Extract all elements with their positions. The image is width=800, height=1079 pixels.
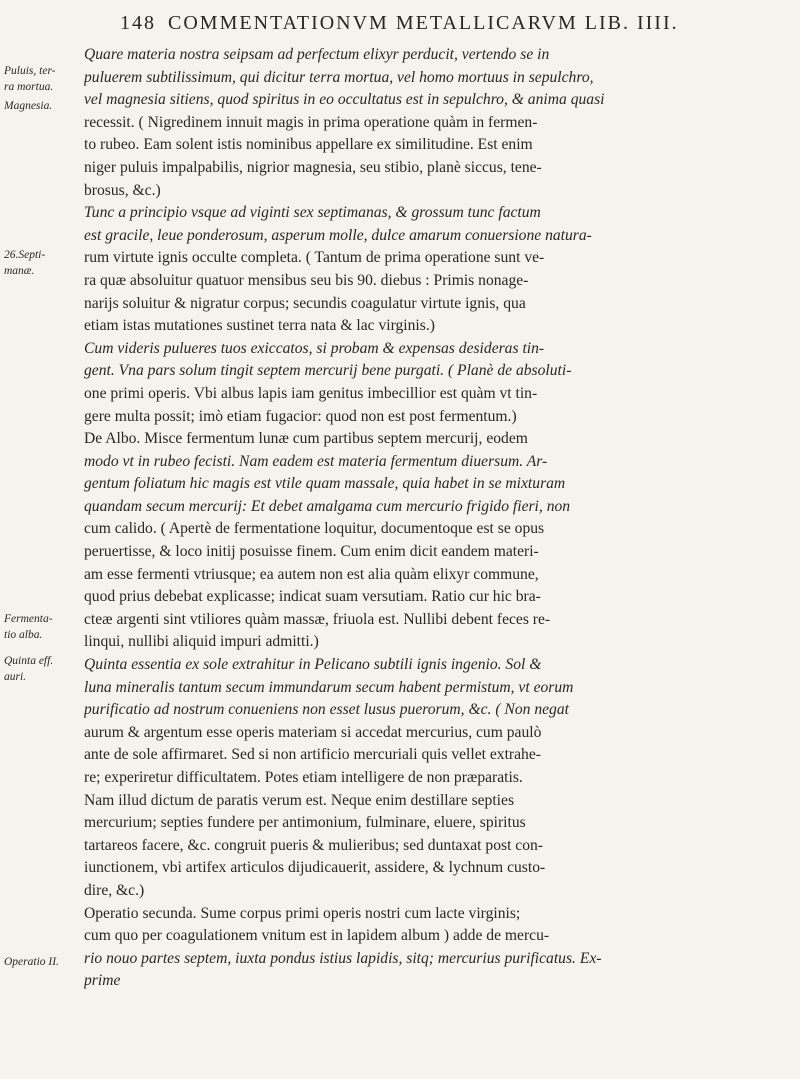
text-line: brosus, &c.): [84, 181, 161, 199]
text-line: ante de sole affirmaret. Sed si non artificio mercuriali quis vellet extrahe-: [84, 746, 541, 764]
margin-note: Quinta eff.: [4, 655, 54, 667]
text-line: am esse fermenti vtriusque; ea autem non est alia quàm elixyr commune,: [84, 565, 539, 583]
text-line: est gracile, leue ponderosum, asperum molle, dulce amarum conuersione natura-: [84, 226, 592, 244]
text-line: gent. Vna pars solum tingit septem mercurij bene purgati. ( Planè de absoluti-: [84, 362, 572, 380]
text-line: luna mineralis tantum secum immundarum secum habent permistum, vt eorum: [84, 678, 574, 696]
text-line: niger puluis impalpabilis, nigrior magnesia, seu stibio, planè siccus, tene-: [84, 158, 542, 176]
text-line: recessit. ( Nigredinem innuit magis in prima operatione quàm in fermen-: [84, 113, 538, 131]
margin-note: tio alba.: [4, 629, 43, 641]
margin-note: Operatio II.: [4, 956, 59, 968]
text-line: modo vt in rubeo fecisti. Nam eadem est materia fermentum diuersum. Ar-: [84, 452, 548, 470]
text-line: ra quæ absoluitur quatuor mensibus seu bis 90. diebus : Primis nonage-: [84, 271, 529, 289]
text-line: Tunc a principio vsque ad viginti sex septimanas, & grossum tunc factum: [84, 204, 541, 222]
text-line: Operatio secunda. Sume corpus primi operis nostri cum lacte virginis;: [84, 904, 521, 922]
text-line: linqui, nullibi aliquid impuri admitti.): [84, 633, 319, 651]
text-line: peruertisse, & loco initij posuisse finem. Cum enim dicit eandem materi-: [84, 543, 539, 561]
text-line: mercurium; septies fundere per antimonium, fulminare, eluere, spiritus: [84, 814, 526, 832]
text-line: gentum foliatum hic magis est vtile quam massale, quia habet in se mixturam: [84, 475, 566, 493]
margin-note: Puluis, ter-: [4, 65, 56, 77]
running-header: [120, 12, 760, 42]
running-title: COMMENTATIONVM METALLICARVM LIB. IIII.: [168, 12, 679, 34]
text-line: puluerem subtilissimum, qui dicitur terra mortua, vel homo mortuus in sepulchro,: [84, 68, 594, 86]
text-line: iunctionem, vbi artifex articulos dijudicauerit, assidere, & lychnum custo-: [84, 859, 546, 877]
text-line: quandam secum mercurij: Et debet amalgama cum mercurio frigido fieri, non: [84, 497, 571, 515]
text-line: cum calido. ( Apertè de fermentatione loquitur, documentoque est se opus: [84, 520, 545, 538]
body-text: [84, 44, 792, 993]
text-line: Quare materia nostra seipsam ad perfectum elixyr perducit, vertendo se in: [84, 46, 550, 63]
page-number: 148: [120, 12, 156, 34]
text-line: Cum videris pulueres tuos exiccatos, si probam & expensas desideras tin-: [84, 339, 545, 357]
text-line: Nam illud dictum de paratis verum est. Neque enim destillare septies: [84, 791, 515, 809]
margin-note: 26.Septi-: [4, 249, 46, 261]
margin-note: Fermenta-: [4, 613, 53, 625]
text-line: quod prius debebat explicasse; indicat suam versutiam. Ratio cur hic bra-: [84, 588, 541, 606]
margin-note: manæ.: [4, 265, 35, 277]
text-line: aurum & argentum esse operis materiam si accedat mercurius, cum paulò: [84, 723, 542, 741]
text-line: to rubeo. Eam solent istis nominibus appellare ex similitudine. Est enim: [84, 136, 533, 154]
margin-note: ra mortua.: [4, 81, 54, 93]
text-line: cteæ argenti sint vtiliores quàm massæ, friuola est. Nullibi debent feces re-: [84, 610, 551, 628]
text-line: prime: [84, 972, 121, 990]
text-line: etiam istas mutationes sustinet terra nata & lac virginis.): [84, 317, 435, 335]
text-line: cum quo per coagulationem vnitum est in lapidem album ) adde de mercu-: [84, 927, 550, 945]
text-line: dire, &c.): [84, 881, 145, 899]
text-line: one primi operis. Vbi albus lapis iam genitus imbecillior est quàm vt tin-: [84, 384, 538, 402]
margin-note: Magnesia.: [4, 100, 53, 112]
text-line: Quinta essentia ex sole extrahitur in Pelicano subtili ignis ingenio. Sol &: [84, 656, 542, 674]
text-line: rio nouo partes septem, iuxta pondus istius lapidis, sitq; mercurius purificatus. Ex-: [84, 949, 602, 967]
text-line: rum virtute ignis occulte completa. ( Tantum de prima operatione sunt ve-: [84, 249, 545, 267]
text-line: vel magnesia sitiens, quod spiritus in eo occultatus est in sepulchro, & anima quasi: [84, 91, 605, 109]
text-line: re; experiretur difficultatem. Potes etiam intelligere de non præparatis.: [84, 769, 523, 786]
text-line: purificatio ad nostrum conueniens non esset lusus puerorum, &c. ( Non negat: [84, 701, 569, 719]
text-line: De Albo. Misce fermentum lunæ cum partibus septem mercurij, eodem: [84, 430, 528, 448]
text-line: tartareos facere, &c. congruit pueris & mulieribus; sed duntaxat post con-: [84, 836, 544, 854]
margin-note: auri.: [4, 671, 27, 683]
text-line: gere multa possit; imò etiam fugacior: quod non est post fermentum.): [84, 407, 517, 425]
text-line: narijs soluitur & nigratur corpus; secundis coagulatur virtute ignis, qua: [84, 294, 526, 312]
